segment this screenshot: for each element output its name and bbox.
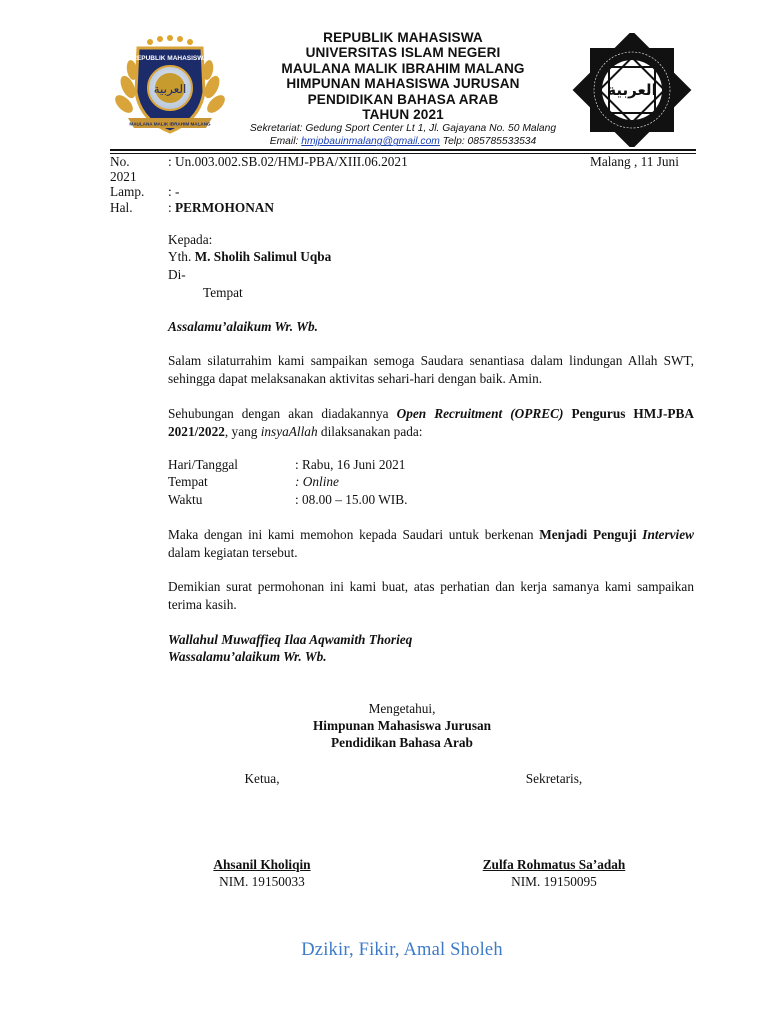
detail-value-date: : Rabu, 16 Juni 2021 — [295, 457, 406, 472]
letterhead-line-3: MAULANA MALIK IBRAHIM MALANG — [281, 60, 525, 76]
laurel-right — [201, 59, 228, 116]
logo-left-ribbon: MAULANA MALIK IBRAHIM MALANG — [129, 121, 211, 127]
closing-2: Wassalamu’alaikum Wr. Wb. — [168, 649, 327, 664]
paragraph-4: Demikian surat permohonan ini kami buat, atas perhatian dan kerja samanya kami sampaikan terima kasih. — [168, 579, 694, 612]
lamp-label: Lamp. — [110, 184, 145, 199]
kepada: Kepada: — [168, 232, 213, 247]
email-link[interactable]: hmjpbauinmalang@gmail.com — [301, 136, 440, 148]
hal-label: Hal. — [110, 200, 133, 215]
ketua-name: Ahsanil Kholiqin — [213, 857, 311, 872]
ketua-nim: NIM. 19150033 — [219, 874, 305, 889]
secretariat-address: Sekretariat: Gedung Sport Center Lt 1, Jl. Gajayana No. 50 Malang — [249, 123, 557, 135]
logo-left-text: REPUBLIK MAHASISWA — [132, 55, 208, 62]
logo-right-calligraphy: العربية — [607, 81, 657, 99]
detail-label-place: Tempat — [168, 474, 208, 489]
letterhead-line-1: REPUBLIK MAHASISWA — [323, 30, 483, 45]
p3-a: Maka dengan ini kami memohon kepada Saudari untuk berkenan — [168, 527, 540, 542]
p3-interview: Interview — [642, 527, 694, 542]
contact-line — [236, 135, 570, 148]
logo-right — [572, 33, 692, 147]
sekretaris-nim: NIM. 19150095 — [511, 874, 597, 889]
p3-penguji: Menjadi Penguji — [539, 527, 643, 542]
detail-value-time: : 08.00 – 15.00 WIB. — [295, 492, 408, 507]
mengetahui: Mengetahui, — [368, 701, 436, 716]
org-line-2: Pendidikan Bahasa Arab — [331, 735, 473, 750]
detail-label-date: Hari/Tanggal — [168, 457, 238, 472]
p2-oprec: Open Recruitment (OPREC) — [396, 406, 564, 421]
letterhead — [236, 30, 570, 148]
closing-1: Wallahul Muwaffieq Ilaa Aqwamith Thorieq — [168, 632, 413, 647]
laurel-left — [112, 59, 139, 116]
p2-a: Sehubungan dengan akan diadakannya — [168, 406, 397, 421]
p3-d: dalam kegiatan tersebut. — [168, 545, 298, 560]
detail-value-place: : Online — [295, 474, 339, 489]
lamp-value: : - — [168, 184, 180, 199]
letter-year: 2021 — [110, 169, 137, 184]
letterhead-line-5: PENDIDIKAN BAHASA ARAB — [307, 91, 499, 107]
letterhead-line-4: HIMPUNAN MAHASISWA JURUSAN — [286, 76, 520, 92]
logo-left-calligraphy: العربية — [153, 82, 187, 96]
letterhead-rule-thick — [110, 149, 696, 151]
footer-motto: Dzikir, Fikir, Amal Sholeh — [301, 940, 503, 960]
letterhead-line-6: TAHUN 2021 — [362, 107, 444, 123]
hal-colon: : — [168, 200, 176, 215]
org-line-1: Himpunan Mahasiswa Jurusan — [312, 718, 492, 733]
hal-subject: PERMOHONAN — [175, 200, 275, 215]
logo-left — [108, 32, 232, 140]
tempat: Tempat — [203, 285, 243, 300]
letter-date: Malang , 11 Juni — [590, 154, 679, 169]
p2-pengurus: Pengurus HMJ-PBA 2021/2022 — [168, 406, 694, 439]
letter-number: : Un.003.002.SB.02/HMJ-PBA/XIII.06.2021 — [168, 154, 408, 169]
stars — [147, 35, 193, 45]
phone: Telp: 085785533534 — [439, 136, 537, 148]
greeting: Assalamu’alaikum Wr. Wb. — [168, 319, 319, 334]
email-label: Email: — [269, 136, 302, 148]
di: Di- — [168, 267, 186, 282]
sekretaris-title: Sekretaris, — [525, 771, 583, 786]
p2-e: , yang — [224, 424, 261, 439]
p2-insyaallah: insyaAllah — [260, 424, 318, 439]
paragraph-1: Salam silaturrahim kami sampaikan semoga Saudara senantiasa dalam lindungan Allah SWT, sehingga dapat melaksanakan aktivitas sehari-hari dengan baik. Amin. — [168, 353, 694, 386]
paragraph-3 — [168, 526, 694, 562]
detail-label-time: Waktu — [168, 492, 203, 507]
hal-value — [168, 199, 274, 217]
paragraph-2 — [168, 405, 694, 441]
no-label: No. — [110, 154, 130, 169]
yth: Yth. — [168, 249, 195, 264]
letterhead-line-2: UNIVERSITAS ISLAM NEGERI — [305, 45, 501, 61]
recipient — [168, 248, 331, 266]
sekretaris-name: Zulfa Rohmatus Sa’adah — [482, 857, 626, 872]
ketua-title: Ketua, — [244, 771, 280, 786]
p2-g: dilaksanakan pada: — [317, 424, 423, 439]
recipient-name: M. Sholih Salimul Uqba — [194, 249, 332, 264]
